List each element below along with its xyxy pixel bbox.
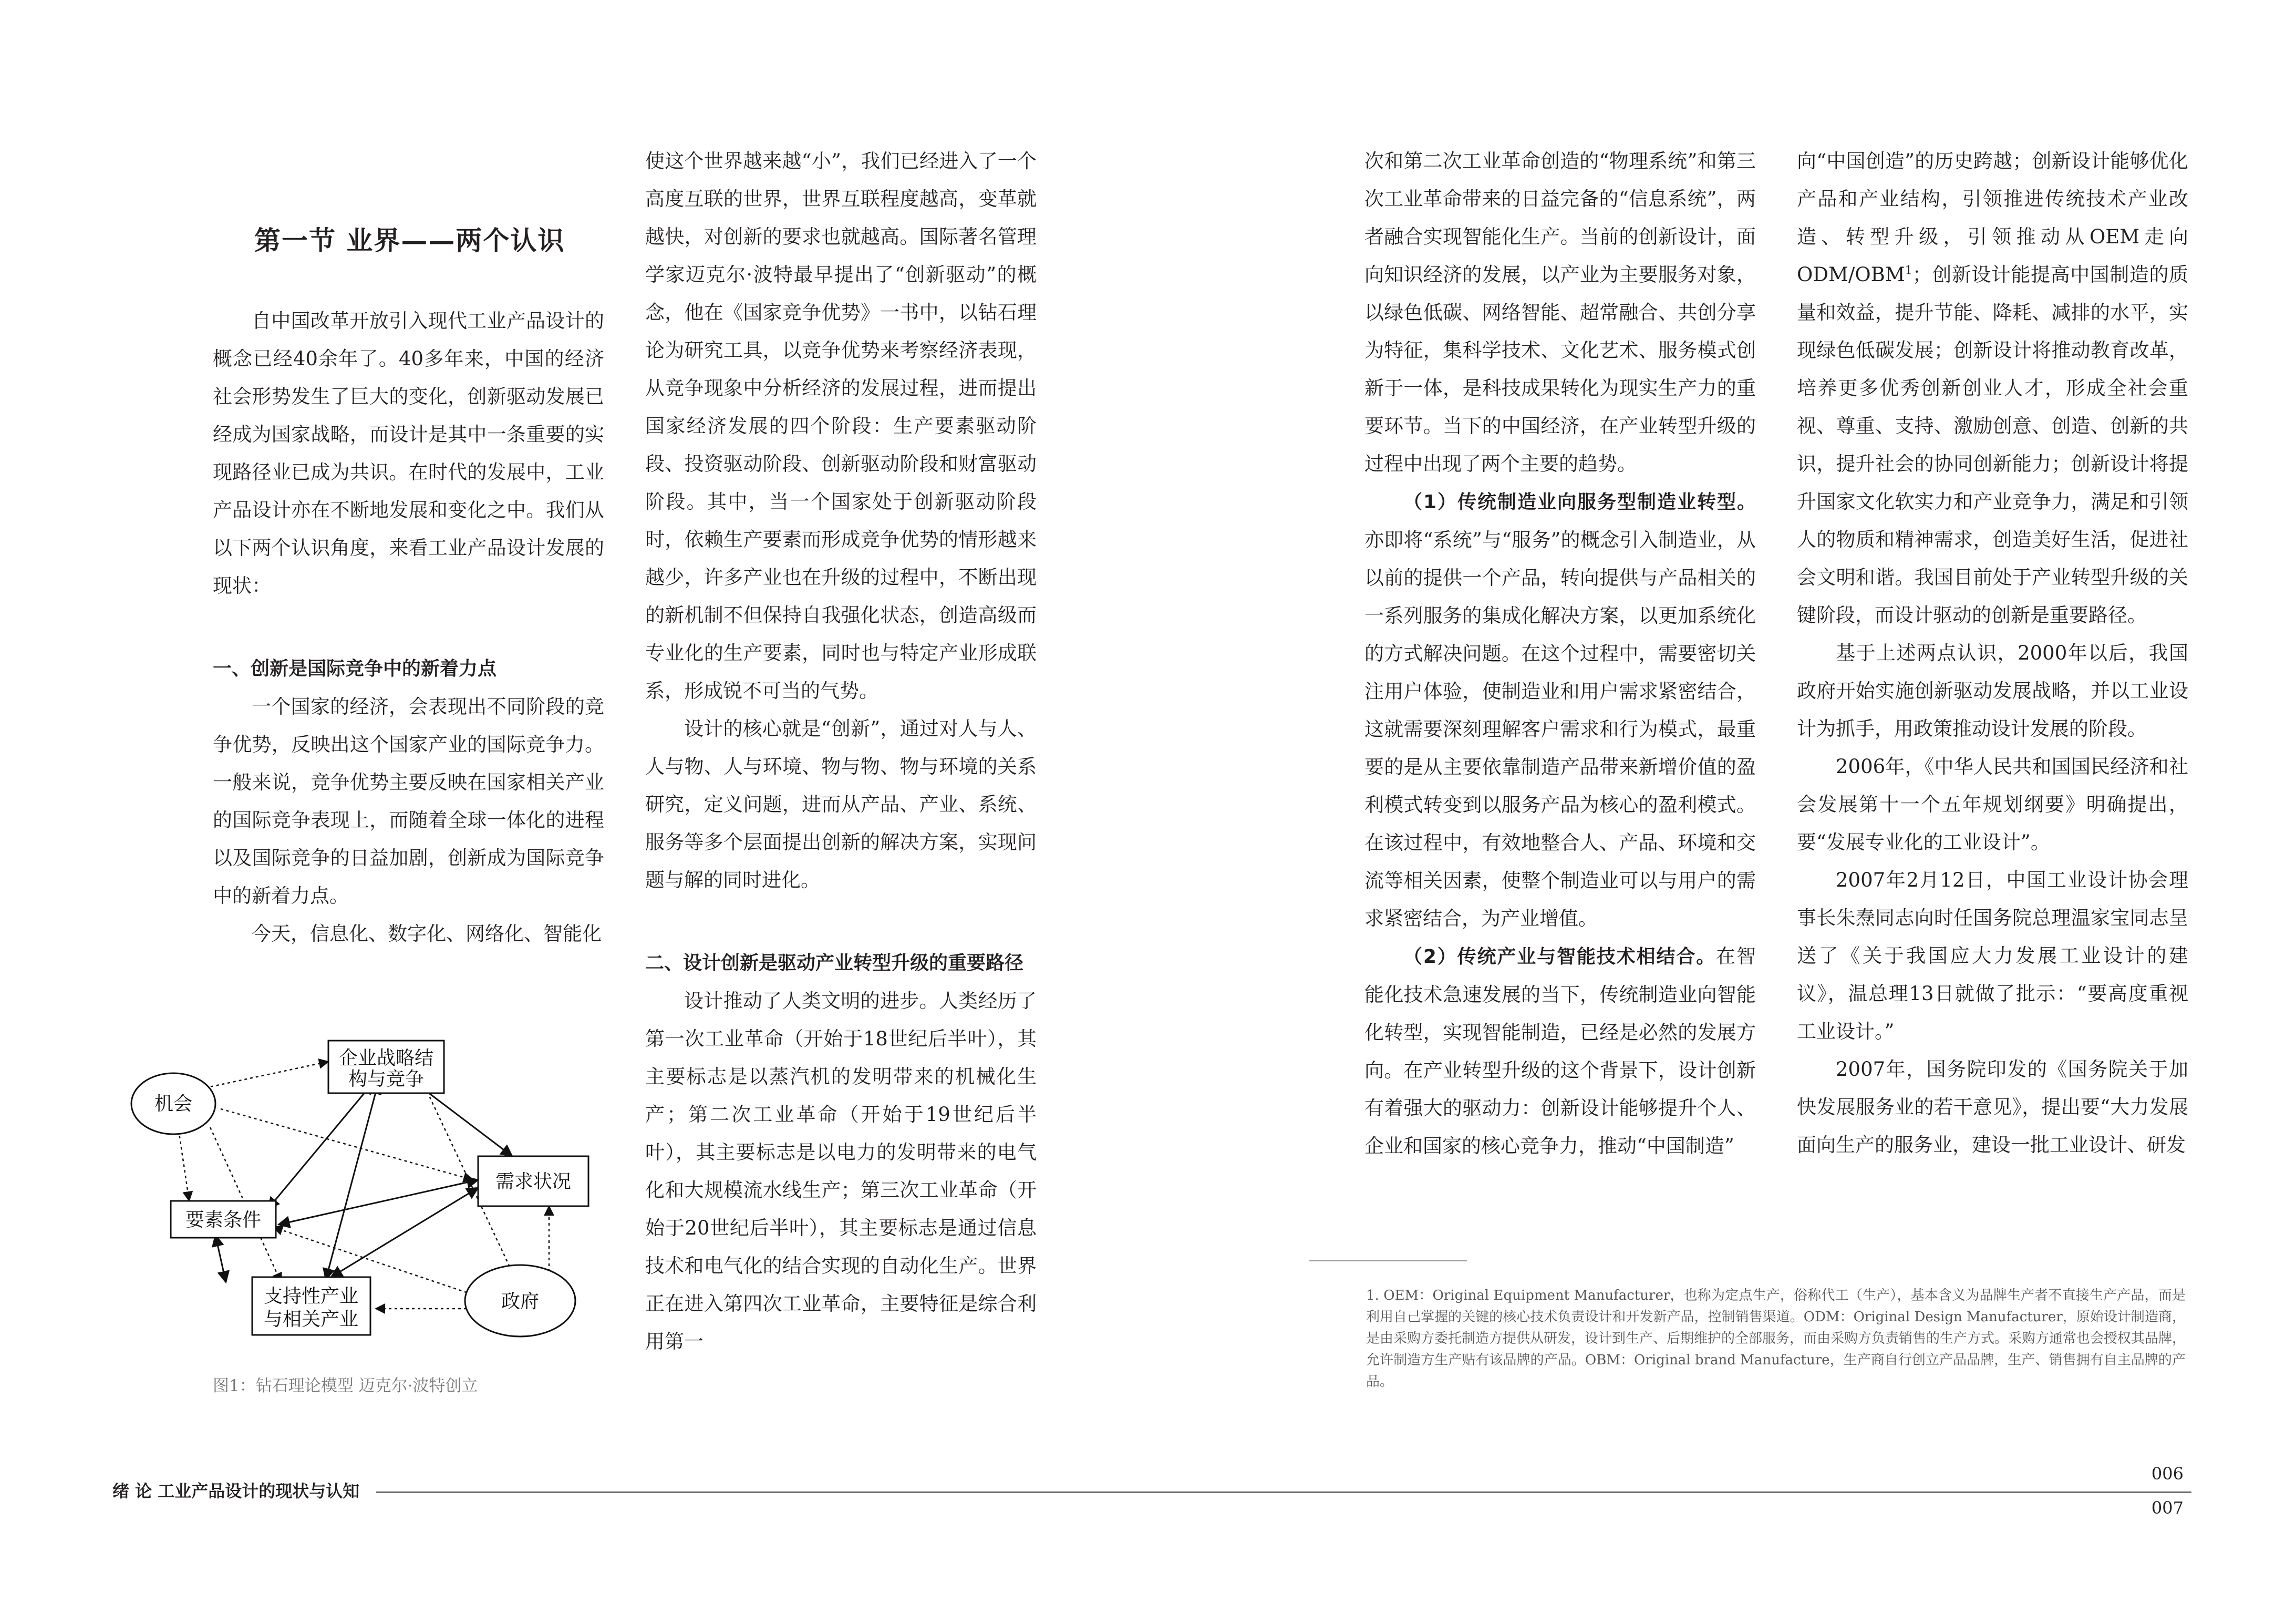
- figure-caption: 图1：钻石理论模型 迈克尔·波特创立: [213, 1376, 478, 1395]
- heading-1: 一、创新是国际竞争中的新着力点: [213, 658, 497, 680]
- page-number-left: 006: [2151, 1464, 2184, 1484]
- trend-1-body: 亦即将“系统”与“服务”的概念引入制造业，从以前的提供一个产品，转向提供与产品相关的一系列服务的集成化解决方案，以更加系统化的方式解决问题。在这个过程中，需要密切关注用户体验，使制造业和用户需求紧密结合，这就需要深刻理解客户需求和行为模式，最重要的是从主要依靠制造产品带来新增价值的盈利模式转变到以服务产品为核心的盈利模式。在该过程中，有效地整合人、产品、环境和交流等相关因素，使整个制造业可以与用户的需求紧密结合，为产业增值。: [1364, 529, 1756, 930]
- col4-paragraph-1: [1797, 142, 2188, 634]
- trend-2-body: 在智能化技术急速发展的当下，传统制造业向智能化转型，实现智能制造，已经是必然的发展方向。在产业转型升级的这个背景下，设计创新有着强大的驱动力：创新设计能够提升个人、企业和国家的核心竞争力，推动“中国制造”: [1364, 945, 1756, 1157]
- footnote: 1. OEM：Original Equipment Manufacturer，也称为定点生产，俗称代工（生产），基本含义为品牌生产者不直接生产产品，而是利用自己掌握的关键的核心技术负责设计和开发新产品，控制销售渠道。ODM：Original Design Manufacturer，原始设计制造商，是由采购方委托制造方提供从研发，设计到生产、后期维护的全部服务，而由采购方负责销售的生产方式。采购方通常也会授权其品牌，允许制造方生产贴有该品牌的产品。OBM：Original brand Manufacture，生产商自行创立产品品牌，生产、销售拥有自主品牌的产品。: [1366, 1288, 2186, 1390]
- col4-paragraph-3: 2006年，《中华人民共和国国民经济和社会发展第十一个五年规划纲要》明确提出，要“发展专业化的工业设计”。: [1797, 755, 2188, 854]
- col4-paragraph-2: 基于上述两点认识，2000年以后，我国政府开始实施创新驱动发展战略，并以工业设计为抓手，用政策推动设计发展的阶段。: [1797, 642, 2188, 740]
- node-chance: 机会: [154, 1093, 193, 1115]
- trend-1-heading: （1）传统制造业向服务型制造业转型。: [1403, 491, 1756, 513]
- footer-divider: [376, 1492, 2191, 1493]
- col4-paragraph-5: 2007年，国务院印发的《国务院关于加快发展服务业的若干意见》，提出要“大力发展面向生产的服务业，建设一批工业设计、研发: [1797, 1058, 2188, 1156]
- page-number-right: 007: [2151, 1498, 2184, 1518]
- intro-paragraph: 自中国改革开放引入现代工业产品设计的概念已经40余年了。40多年来，中国的经济社会形势发生了巨大的变化，创新驱动发展已经成为国家战略，而设计是其中一条重要的实现路径业已成为共识。在时代的发展中，工业产品设计亦在不断地发展和变化之中。我们从以下两个认识角度，来看工业产品设计发展的现状：: [213, 310, 604, 597]
- trend-2-heading: （2）传统产业与智能技术相结合。: [1403, 946, 1716, 968]
- col2-paragraph-1: 使这个世界越来越“小”，我们已经进入了一个高度互联的世界，世界互联程度越高，变革就越快，对创新的要求也就越高。国际著名管理学家迈克尔·波特最早提出了“创新驱动”的概念，他在《国家竞争优势》一书中，以钻石理论为研究工具，以竞争优势来考察经济表现，从竞争现象中分析经济的发展过程，进而提出国家经济发展的四个阶段：生产要素驱动阶段、投资驱动阶段、创新驱动阶段和财富驱动阶段。其中，当一个国家处于创新驱动阶段时，依赖生产要素而形成竞争优势的情形越来越少，许多产业也在升级的过程中，不断出现的新机制不但保持自我强化状态，创造高级而专业化的生产要素，同时也与特定产业形成联系，形成锐不可当的气势。: [645, 150, 1037, 702]
- column-1: [213, 302, 604, 953]
- footnote-marker: 1: [1905, 264, 1912, 277]
- node-factors: 要素条件: [185, 1209, 262, 1231]
- column-3: [1364, 142, 1756, 1165]
- col1-paragraph-1: 一个国家的经济，会表现出不同阶段的竞争优势，反映出这个国家产业的国际竞争力。一般来说，竞争优势主要反映在国家相关产业的国际竞争表现上，而随着全球一体化的进程以及国际竞争的日益加剧，创新成为国际竞争中的新着力点。: [213, 695, 604, 907]
- column-4: [1797, 142, 2188, 1164]
- node-strategy-line2: 构与竞争: [348, 1068, 425, 1090]
- heading-2: 二、设计创新是驱动产业转型升级的重要路径: [645, 952, 1024, 974]
- node-support-line2: 与相关产业: [263, 1309, 359, 1330]
- footnote-divider: [1309, 1260, 1467, 1261]
- node-demand: 需求状况: [495, 1171, 572, 1192]
- trend-2: [1364, 938, 1756, 1165]
- node-support-line1: 支持性产业: [263, 1286, 359, 1307]
- node-government: 政府: [501, 1291, 540, 1312]
- section-title: 第一节 业界——两个认识: [254, 225, 565, 256]
- col1-paragraph-2: 今天，信息化、数字化、网络化、智能化: [252, 922, 602, 945]
- node-strategy-line1: 企业战略结: [338, 1047, 434, 1069]
- col4-paragraph-1b: ；创新设计能提高中国制造的质量和效益，提升节能、降耗、减排的水平，实现绿色低碳发展；创新设计将推动教育改革，培养更多优秀创新创业人才，形成全社会重视、尊重、支持、激励创意、创造、创新的共识，提升社会的协同创新能力；创新设计将提升国家文化软实力和产业竞争力，满足和引领人的物质和精神需求，创造美好生活，促进社会文明和谐。我国目前处于产业转型升级的关键阶段，而设计驱动的创新是重要路径。: [1797, 263, 2188, 626]
- running-footer: 绪 论 工业产品设计的现状与认知: [112, 1481, 360, 1501]
- col2-paragraph-3: 设计推动了人类文明的进步。人类经历了第一次工业革命（开始于18世纪后半叶），其主要标志是以蒸汽机的发明带来的机械化生产；第二次工业革命（开始于19世纪后半叶），其主要标志是以电力的发明带来的电气化和大规模流水线生产；第三次工业革命（开始于20世纪后半叶），其主要标志是通过信息技术和电气化的结合实现的自动化生产。世界正在进入第四次工业革命，主要特征是综合利用第一: [645, 990, 1037, 1353]
- col3-paragraph-1: 次和第二次工业革命创造的“物理系统”和第三次工业革命带来的日益完备的“信息系统”，两者融合实现智能化生产。当前的创新设计，面向知识经济的发展，以产业为主要服务对象，以绿色低碳、网络智能、超常融合、共创分享为特征，集科学技术、文化艺术、服务模式创新于一体，是科技成果转化为现实生产力的重要环节。当下的中国经济，在产业转型升级的过程中出现了两个主要的趋势。: [1364, 150, 1756, 475]
- trend-1: [1364, 483, 1756, 938]
- col4-paragraph-1a: 向“中国创造”的历史跨越；创新设计能够优化产品和产业结构，引领推进传统技术产业改造、转型升级，引领推动从OEM走向ODM/OBM: [1797, 150, 2188, 286]
- column-2: [645, 142, 1037, 1361]
- diamond-model-diagram: [121, 1025, 594, 1351]
- col4-paragraph-4: 2007年2月12日，中国工业设计协会理事长朱焘同志向时任国务院总理温家宝同志呈送了《关于我国应大力发展工业设计的建议》，温总理13日就做了批示：“要高度重视工业设计。”: [1797, 869, 2188, 1043]
- col2-paragraph-2: 设计的核心就是“创新”，通过对人与人、人与物、人与环境、物与物、物与环境的关系研究，定义问题，进而从产品、产业、系统、服务等多个层面提出创新的解决方案，实现问题与解的同时进化。: [645, 717, 1037, 891]
